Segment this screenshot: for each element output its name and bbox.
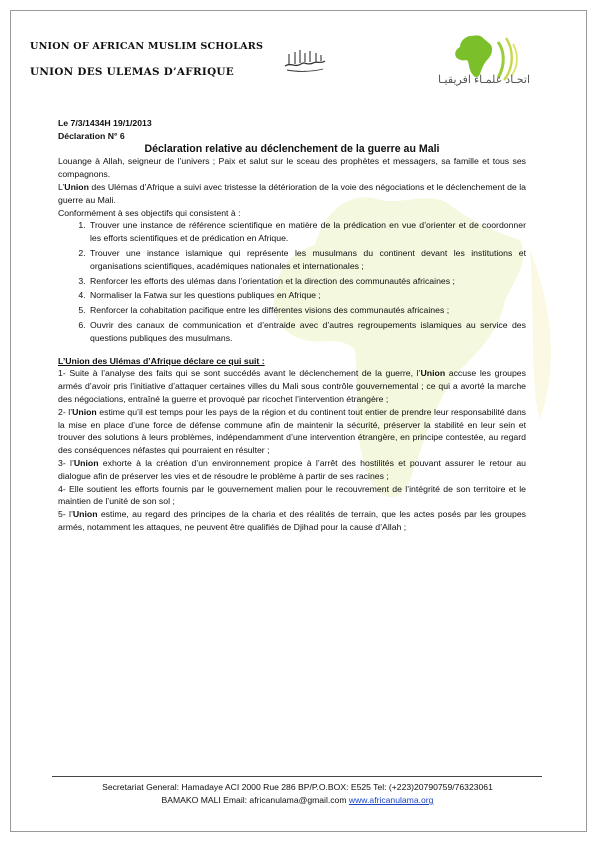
footer-address: Secretariat General: Hamadaye ACI 2000 Rue 286 BP/P.O.BOX: E525 Tel: (+223)20790759/76323061 [102, 782, 493, 792]
point-4: 4- Elle soutient les efforts fournis par le gouvernement malien pour le recouvrement de l’intégrité de son territoire et le maintien de l’unité de son sol ; [58, 483, 526, 507]
declares-heading: L’Union des Ulémas d’Afrique déclare ce qui suit : [58, 355, 265, 366]
website-link[interactable]: www.africanulama.org [348, 795, 434, 805]
document-title: Déclaration relative au déclenchement de la guerre au Mali [144, 142, 440, 155]
footer-divider [52, 776, 542, 777]
objectives-intro: Conformément à ses objectifs qui consistent à : [58, 207, 241, 218]
org-name-arabic: اتحـاد علمـاء افريقيـا [437, 74, 531, 86]
intro-paragraph: Louange à Allah, seigneur de l’univers ; Paix et salut sur le sceau des prophètes et messagers, sa famille et tous ses compagnons. [58, 156, 526, 180]
footer-email: BAMAKO MALI Email: africanulama@gmail.com [161, 795, 349, 805]
objective-item: 2. Trouver une instance islamique qui représente les musulmans du continent devant les institutions et organisations scientifiques, académiques nationales et internationales ; [88, 247, 526, 273]
paragraph-1: L’Union des Ulémas d’Afrique a suivi avec tristesse la détérioration de la voie des négociations et le déclenchement de la guerre au Mali. [58, 181, 526, 205]
objective-item: 4. Normaliser la Fatwa sur les questions publiques en Afrique ; [88, 289, 526, 302]
objective-item: 5. Renforcer la cohabitation pacifique entre les différentes visions des communautés africaines ; [88, 304, 526, 317]
declaration-number: Déclaration N° 6 [58, 130, 125, 141]
org-name-french: UNION DES ULEMAS D’AFRIQUE [30, 66, 235, 78]
point-2: 2- l’Union estime qu’il est temps pour les pays de la région et du continent tout entier de prendre leur responsabilité dans la mise en place d’une force de défense commune afin de maintenir la sécurité, préserver la stabilité en leur sein et trouver des solutions à leurs problèmes, indépendamment d’une intervention étrangère, en principe contestée, au regard des conséquences néfastes qui pourraient en résulter ; [58, 406, 527, 456]
point-5: 5- l’Union estime, au regard des principes de la charia et des réalités de terrain, que les actes posés par les groupes armés, notamment les attaques, ne peuvent être qualifiés de Djihad pour la cause d’Allah ; [58, 509, 526, 532]
objective-item: 3. Renforcer les efforts des ulémas dans l’orientation et la direction des communautés africaines ; [88, 275, 526, 288]
objective-item: 1. Trouver une instance de référence scientifique en matière de la prédication en vue d’orienter et de coordonner les efforts scientifiques et de prédication en Afrique. [88, 219, 526, 245]
org-name-english: UNION OF AFRICAN MUSLIM SCHOLARS [30, 41, 264, 52]
objectives-list [58, 219, 526, 344]
document-body [58, 117, 526, 534]
objective-item: 6. Ouvrir des canaux de communication et d’entraide avec d’autres regroupements islamiques au service des questions publiques des musulmans. [88, 319, 526, 345]
basmala-calligraphy [283, 44, 327, 74]
footer-contact [40, 794, 555, 807]
footer [40, 781, 555, 807]
point-1: 1- Suite à l’analyse des faits qui se sont succédés avant le déclenchement de la guerre, l’Union accuse les groupes armés d’avoir pris l’initiative d’attaquer certaines villes du Mali sous contrôle gouvernemental ; ce qui a avorté la marche des négociations, entraîné la guerre et provoqué par ricochet l’intervention étrangère ; [58, 368, 526, 404]
point-3: 3- l’Union exhorte à la création d’un environnement propice à l’arrêt des hostilités et pouvant assurer le retour au dialogue afin de préserver les vies et de résoudre le problème à partir de ses racines ; [58, 457, 526, 481]
document-date: Le 7/3/1434H 19/1/2013 [58, 118, 152, 128]
